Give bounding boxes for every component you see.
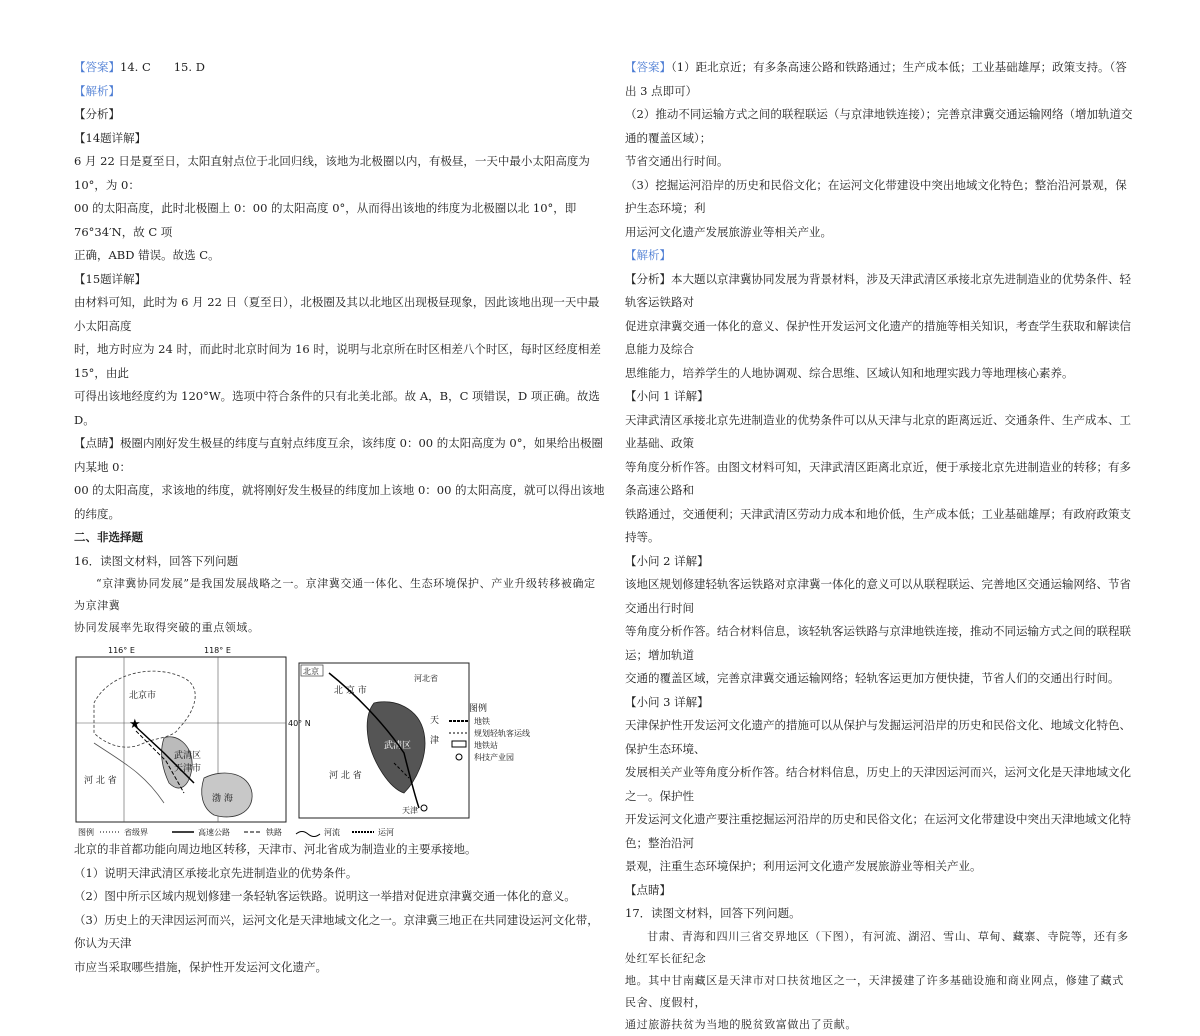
after-map-text: 北京的非首都功能向周边地区转移，天津市、河北省成为制造业的主要承接地。 (74, 842, 477, 856)
r-sub2-3: 交通的覆盖区域，完善京津冀交通运输网络；轻轨客运更加方便快捷，节省人们的交通出行时间。 (625, 671, 1120, 685)
legend-rail: 铁路 (266, 828, 282, 837)
wuqing-label: 武清区 (174, 751, 202, 761)
inset-wuqing-label: 武清区 (384, 741, 412, 751)
r-sub1-3: 铁路通过，交通便利；天津武清区劳动力成本和地价低，生产成本低；工业基础雄厚；有政府政策支持等。 (625, 506, 1131, 544)
r-answer-2-2: 节省交通出行时间。 (625, 154, 729, 168)
q16-sub3-1: （3）历史上的天津因运河而兴，运河文化是天津地域文化之一。京津冀三地正在共同建设运河文化带，你认为天津 (74, 912, 599, 950)
q16-material-2: 协同发展率先取得突破的重点领域。 (74, 621, 260, 634)
legend-park: 科技产业园 (474, 753, 514, 762)
lon-left-label: 116° E (108, 646, 135, 655)
legend-canal: 运河 (378, 828, 394, 837)
legend-park-swatch (456, 754, 462, 760)
q17-material-3: 通过旅游扶贫为当地的脱贫致富做出了贡献。 (625, 1017, 857, 1031)
r-sub1-2: 等角度分析作答。由图文材料可知，天津武清区距离北京近，便于承接北京先进制造业的转移；有多条高速公路和 (625, 459, 1131, 497)
right-column (625, 56, 1133, 1036)
r-sub2-head: 【小问 2 详解】 (625, 553, 709, 568)
legend-river: 河流 (324, 828, 340, 837)
r-analysis-tag: 【解析】 (625, 248, 671, 262)
inset-hebei-label: 河 北 省 (329, 771, 362, 781)
legend-subway: 地铁 (474, 717, 490, 726)
dianjing-text-2: 00 的太阳高度，求该地的纬度，就将刚好发生极昼的纬度加上该地 0：00 的太阳高度，就可以得出该地的纬度。 (74, 483, 605, 521)
legend-station-swatch (452, 741, 466, 747)
bohai-label: 渤 海 (212, 794, 233, 804)
q15-text-3: 可得出该地经度约为 120°W。选项中符合条件的只有北美北部。故 A，B，C 项错误，D 项正确。故选 D。 (74, 389, 600, 427)
legend-station: 地铁站 (474, 741, 498, 750)
r-sub3-1: 天津保护性开发运河文化遗产的措施可以从保护与发掘运河沿岸的历史和民俗文化、地域文化特色、保护生态环境、 (625, 718, 1131, 756)
section-title: 二、非选择题 (74, 530, 143, 544)
fenxi-head: 【分析】 (74, 107, 120, 121)
q16-sub3-2: 市应当采取哪些措施，保护性开发运河文化遗产。 (74, 959, 327, 974)
r-sub1-1: 天津武清区承接北京先进制造业的优势条件可以从天津与北京的距离远近、交通条件、生产成本、工业基础、政策 (625, 412, 1131, 450)
analysis-tag: 【解析】 (74, 83, 120, 98)
r-answer-2-1: （2）推动不同运输方式之间的联程联运（与京津地铁连接）；完善京津冀交通运输网络（增加轨道交通的覆盖区域）； (625, 107, 1133, 145)
q16-sub2: （2）图中所示区域内规划修建一条轻轨客运铁路。说明这一举措对促进京津冀交通一体化的意义。 (74, 889, 576, 903)
dianjing-text-1: 【点睛】极圈内刚好发生极昼的纬度与直射点纬度互余，该纬度 0：00 的太阳高度为 0°，如果给出极圈内某地 0： (74, 436, 603, 474)
inset-tian-label: 天 (430, 716, 440, 726)
r-dianjing: 【点睛】 (625, 882, 671, 897)
map-svg (74, 643, 606, 838)
main-map-frame (76, 657, 286, 822)
answer-line (74, 56, 606, 80)
q14-head: 【14题详解】 (74, 130, 147, 145)
beijing-star-icon: ★ (129, 717, 141, 732)
r-sub3-2: 发展相关产业等角度分析作答。结合材料信息，历史上的天津因运河而兴，运河文化是天津地域文化之一。保护性 (625, 765, 1131, 803)
q14-text-2: 00 的太阳高度，此时北极圈上 0：00 的太阳高度 0°，从而得出该地的纬度为北极圈以北 10°，即 76°34′N，故 C 项 (74, 201, 577, 239)
inset-hebei-right-label: 河北省 (414, 674, 438, 683)
inset-beijing-top-label: 北京 (303, 667, 319, 676)
r-sub2-1: 该地区规划修建轻轨客运铁路对京津冀一体化的意义可以从联程联运、完善地区交通运输网络、节省交通出行时间 (625, 577, 1131, 615)
r-fenxi-1: 【分析】本大题以京津冀协同发展为背景材料，涉及天津武清区承接北京先进制造业的优势条件、轻轨客运铁路对 (625, 271, 1131, 309)
r-sub1-head: 【小问 1 详解】 (625, 389, 709, 403)
r-sub3-3: 开发运河文化遗产要注重挖掘运河沿岸的历史和民俗文化；在运河文化带建设中突出天津地域文化特色；整治沿河 (625, 812, 1131, 850)
river-line (94, 743, 164, 803)
q15-text-1: 由材料可知，此时为 6 月 22 日（夏至日），北极圈及其以北地区出现极昼现象，因此该地出现一天中最小太阳高度 (74, 295, 600, 333)
legend-river-swatch (296, 832, 320, 837)
legend-lightrail: 规划轻轨客运线 (474, 729, 530, 738)
inset-tianjin-label: 天津 (402, 806, 418, 815)
inset-beijing-label: 北 京 市 (334, 686, 367, 696)
q16-sub1: （1）说明天津武清区承接北京先进制造业的优势条件。 (74, 865, 358, 880)
legend-title: 图例 (469, 704, 488, 714)
legend-highway: 高速公路 (198, 828, 230, 837)
tianjin-area (162, 737, 193, 788)
left-column (74, 56, 606, 979)
r-answer-1-text: （1）距北京近；有多条高速公路和铁路通过；生产成本低；工业基础雄厚；政策支持。（答出 3 点即可） (625, 60, 1127, 98)
q16-material-1: “京津冀协同发展”是我国发展战略之一。京津冀交通一体化、生态环境保护、产业升级转移被确定为京津冀 (74, 577, 596, 612)
legend-province: 省级界 (124, 828, 148, 837)
hebei-label: 河 北 省 (84, 776, 117, 786)
r-answer-3-1: （3）挖掘运河沿岸的历史和民俗文化；在运河文化带建设中突出地域文化特色；整治沿河景观，保护生态环境；利 (625, 177, 1127, 215)
q17-intro: 17．读图文材料，回答下列问题。 (625, 906, 801, 920)
answer-text: 14. C 15. D (120, 60, 205, 74)
q17-material-1: 甘肃、青海和四川三省交界地区（下图），有河流、湖沼、雪山、草甸、藏寨、寺院等，还有多处红军长征纪念 (625, 929, 1129, 965)
r-answer-3-2: 用运河文化遗产发展旅游业等相关产业。 (625, 224, 832, 239)
q15-head: 【15题详解】 (74, 271, 147, 286)
q15-text-2: 时，地方时应为 24 时，而此时北京时间为 16 时，说明与北京所在时区相差八个时区，每时区经度相差 15°，由此 (74, 342, 601, 380)
r-sub3-4: 景观，注重生态环境保护；利用运河文化遗产发展旅游业等相关产业。 (625, 859, 982, 873)
q16-intro: 16．读图文材料，回答下列问题 (74, 553, 239, 568)
r-answer-1 (625, 56, 1133, 103)
inset-station (421, 805, 427, 811)
lon-right-label: 118° E (204, 646, 231, 655)
tianjin-label: 天津市 (174, 764, 202, 774)
inset-jin-label: 津 (430, 736, 440, 746)
q14-text-1: 6 月 22 日是夏至日，太阳直射点位于北回归线，该地为北极圈以内，有极昼，一天中最小太阳高度为 10°，为 0： (74, 154, 590, 192)
r-sub2-2: 等角度分析作答。结合材料信息，该轻轨客运铁路与京津地铁连接，推动不同运输方式之间的联程联运；增加轨道 (625, 624, 1131, 662)
lat-label: 40° N (288, 719, 311, 728)
answer-tag: 【答案】 (74, 60, 120, 74)
beijing-label: 北京市 (129, 691, 157, 701)
q14-text-3: 正确，ABD 错误。故选 C。 (74, 248, 220, 262)
map-figure (74, 643, 606, 838)
r-fenxi-2: 促进京津冀交通一体化的意义、保护性开发运河文化遗产的措施等相关知识，考查学生获取和解读信息能力及综合 (625, 318, 1131, 356)
r-sub3-head: 【小问 3 详解】 (625, 694, 709, 709)
r-fenxi-3: 思维能力，培养学生的人地协调观、综合思维、区域认知和地理实践力等地理核心素养。 (625, 365, 1074, 380)
legend-bottom-title: 图例 (78, 828, 94, 837)
r-answer-tag: 【答案】 (625, 60, 671, 74)
q17-material-2: 地。其中甘南藏区是天津市对口扶贫地区之一，天津援建了许多基础设施和商业网点，修建了藏式民舍、度假村， (625, 973, 1124, 1009)
